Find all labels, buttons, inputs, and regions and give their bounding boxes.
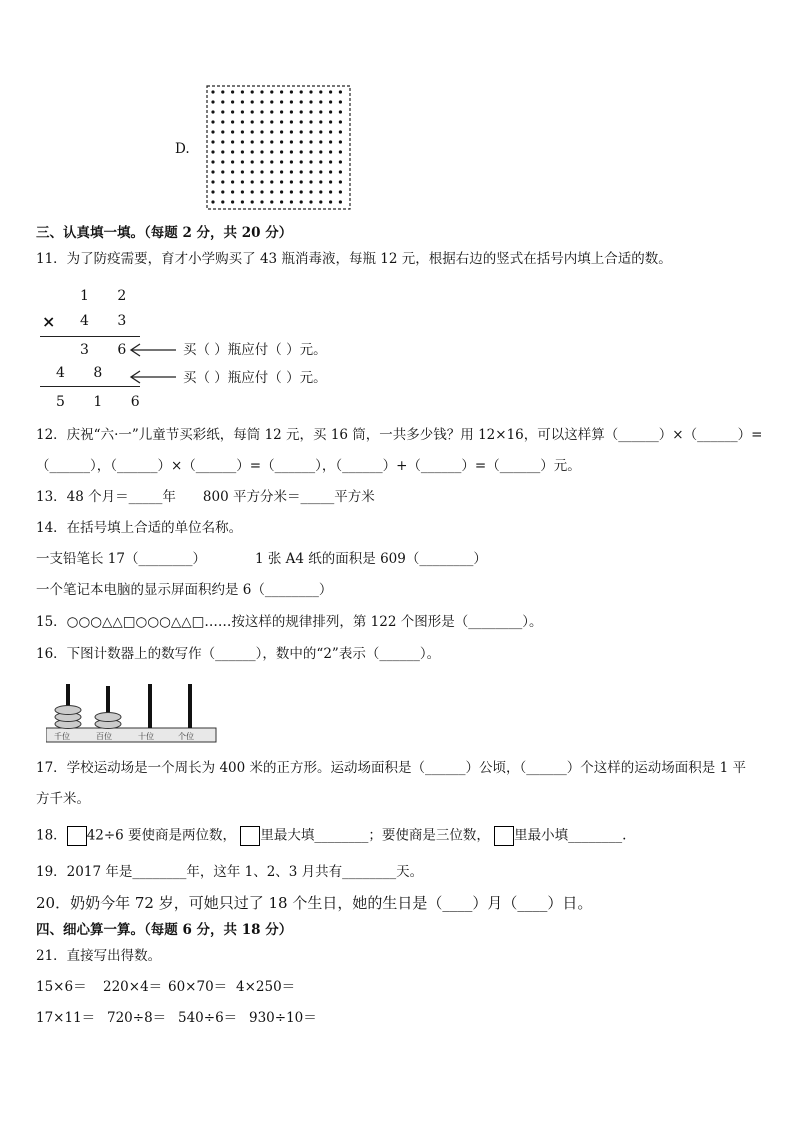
question-18-number: 18． [36,827,67,844]
grid-dot [329,190,332,193]
grid-dot [231,180,234,183]
grid-dot [280,200,283,203]
grid-dot [211,120,214,123]
grid-dot [319,190,322,193]
grid-dot [251,180,254,183]
grid-dot [211,130,214,133]
calc-row-5: 5 1 6 [56,394,152,410]
grid-dot [329,110,332,113]
grid-dot [309,140,312,143]
grid-dot [211,190,214,193]
grid-dot [319,150,322,153]
grid-dot [329,120,332,123]
grid-dot [211,90,214,93]
grid-dot [231,110,234,113]
grid-dot [309,200,312,203]
grid-dot [319,180,322,183]
q21-row-2-a: 17×11＝ [36,1010,96,1026]
grid-dot [319,100,322,103]
grid-dot [309,190,312,193]
grid-dot [211,150,214,153]
grid-dot [251,120,254,123]
abacus-label-tens: 十位 [138,732,154,741]
abacus-label-ones: 个位 [178,732,194,741]
grid-dot [280,110,283,113]
question-16-text: 16．下图计数器上的数写作（______），数中的“2”表示（______）。 [36,646,441,662]
grid-dot [270,120,273,123]
grid-dot [260,110,263,113]
calc-line-2 [40,386,140,387]
grid-dot [339,140,342,143]
blank-square-1 [67,826,87,846]
grid-dot [260,140,263,143]
grid-dot [329,150,332,153]
grid-dot [270,190,273,193]
question-18-part-3: 里最小填________. [514,827,627,844]
question-17-line-1: 17．学校运动场是一个周长为 400 米的正方形。运动场面积是（______）公顷，（______）个这样的运动场面积是 1 平 [36,760,746,776]
grid-dot [231,190,234,193]
grid-dot [339,170,342,173]
question-14-c: 一个笔记本电脑的显示屏面积约是 6（________） [36,582,333,598]
calc-row-4: 4 8 [56,365,115,381]
question-18-part-2: 里最大填________；要使商是三位数， [260,827,490,844]
grid-dot [241,170,244,173]
grid-dot [329,130,332,133]
grid-dot [290,160,293,163]
grid-dot [309,160,312,163]
abacus-label-thousands: 千位 [54,732,70,741]
grid-dot [329,160,332,163]
grid-dot [309,120,312,123]
grid-dot [251,170,254,173]
grid-dot [300,100,303,103]
grid-dot [319,140,322,143]
q21-row-1-c: 60×70＝ [168,979,228,995]
grid-dot [241,140,244,143]
grid-dot [300,90,303,93]
grid-dot [300,190,303,193]
grid-dot [290,130,293,133]
q21-row-1-d: 4×250＝ [236,979,296,995]
q21-row-1-a: 15×6＝ [36,979,87,995]
question-15-text: 15．○○○△△□○○○△△□……按这样的规律排列，第 122 个图形是（________）。 [36,614,543,630]
grid-dot [339,160,342,163]
grid-dot [280,130,283,133]
grid-dot [290,110,293,113]
grid-dot [309,130,312,133]
grid-dot [319,160,322,163]
grid-dot [221,140,224,143]
grid-dot [241,180,244,183]
blank-square-3 [494,826,514,846]
grid-dot [231,90,234,93]
grid-dot [270,200,273,203]
dot-grid-figure [206,85,351,210]
grid-dot [221,100,224,103]
grid-dot [260,190,263,193]
question-13-text: 13．48 个月＝_____年 800 平方分米＝_____平方米 [36,489,375,505]
grid-dot [270,100,273,103]
grid-dot [251,140,254,143]
grid-dot [241,90,244,93]
grid-dot [290,180,293,183]
grid-dot [221,90,224,93]
grid-dot [290,90,293,93]
grid-dot [339,130,342,133]
grid-dot [251,110,254,113]
calc-row-2: 4 3 [80,313,139,329]
blank-square-2 [240,826,260,846]
grid-dot [251,200,254,203]
grid-dot [231,200,234,203]
grid-dot [339,190,342,193]
grid-dot [211,170,214,173]
note-1: 买（ ）瓶应付（ ）元。 [183,342,327,358]
grid-dot [280,90,283,93]
grid-dot [251,160,254,163]
grid-dot [339,90,342,93]
question-12-line-1: 12．庆祝“六·一”儿童节买彩纸，每筒 12 元，买 16 筒，一共多少钱？用 12×16，可以这样算（______）×（______）= [36,427,763,443]
calc-row-3: 3 6 [80,342,139,358]
grid-dot [300,170,303,173]
grid-dot [241,120,244,123]
grid-dot [290,170,293,173]
section-three-heading: 三、认真填一填。（每题 2 分，共 20 分） [36,225,293,241]
section-four-heading: 四、细心算一算。（每题 6 分，共 18 分） [36,922,293,938]
grid-dot [221,150,224,153]
grid-dot [231,170,234,173]
grid-dot [309,90,312,93]
grid-dot [221,170,224,173]
grid-dot [221,130,224,133]
grid-dot [231,100,234,103]
grid-dot [319,110,322,113]
question-18-part-1: 42÷6 要使商是两位数， [86,827,237,844]
grid-dot [300,120,303,123]
grid-dot [339,110,342,113]
grid-dot [300,150,303,153]
grid-dot [231,120,234,123]
grid-dot [300,130,303,133]
grid-dot [221,120,224,123]
grid-dot [329,100,332,103]
grid-dot [251,100,254,103]
grid-dot [280,160,283,163]
grid-dot [221,160,224,163]
grid-dot [241,100,244,103]
grid-dot [339,150,342,153]
grid-dot [251,90,254,93]
grid-dot [290,100,293,103]
option-d-label: D. [175,141,190,157]
grid-dot [221,200,224,203]
grid-dot [260,120,263,123]
grid-dot [339,100,342,103]
grid-dot [300,110,303,113]
grid-dot [339,200,342,203]
grid-dot [300,180,303,183]
grid-dot [309,150,312,153]
grid-dot [329,180,332,183]
grid-dot [231,160,234,163]
grid-dot [260,150,263,153]
question-12-line-2: （______），（______）×（______）=（______），（______）+（______）=（______）元。 [36,458,581,474]
grid-dot [260,130,263,133]
grid-dot [280,120,283,123]
q21-row-1-b: 220×4＝ [103,979,163,995]
grid-dot [270,130,273,133]
grid-dot [211,100,214,103]
grid-dot [241,150,244,153]
grid-dot [260,200,263,203]
grid-dot [270,170,273,173]
grid-dot [270,140,273,143]
grid-dot [231,150,234,153]
grid-dot [329,200,332,203]
grid-dot [221,180,224,183]
grid-dot [241,130,244,133]
question-19-text: 19．2017 年是________年，这年 1、2、3 月共有________天。 [36,864,424,880]
q21-row-2-b: 720÷8＝ [107,1010,167,1026]
grid-dot [270,180,273,183]
grid-dot [241,190,244,193]
grid-dot [290,120,293,123]
abacus-label-hundreds: 百位 [96,732,112,741]
grid-dot [211,140,214,143]
grid-dot [221,190,224,193]
grid-dot [251,150,254,153]
grid-dot [260,90,263,93]
grid-dot [319,90,322,93]
grid-dot [319,130,322,133]
grid-dot [309,100,312,103]
grid-dot [231,130,234,133]
grid-dot [260,100,263,103]
question-21-text: 21．直接写出得数。 [36,948,162,964]
question-18 [36,826,626,846]
grid-dot [290,200,293,203]
grid-dot [270,90,273,93]
grid-dot [319,170,322,173]
grid-dot [270,150,273,153]
grid-dot [231,140,234,143]
question-17-line-2: 方千米。 [36,791,90,807]
grid-dot [290,140,293,143]
grid-dot [211,180,214,183]
times-sign: × [42,312,56,331]
grid-dot [319,120,322,123]
calc-row-1: 1 2 [80,288,139,304]
grid-dot [280,170,283,173]
grid-dot [241,110,244,113]
grid-dot [270,160,273,163]
q21-row-2-c: 540÷6＝ [178,1010,238,1026]
grid-dot [309,180,312,183]
q21-row-2-d: 930÷10＝ [249,1010,317,1026]
grid-dot [280,150,283,153]
grid-dot [339,180,342,183]
grid-dot [260,170,263,173]
note-2: 买（ ）瓶应付（ ）元。 [183,370,327,386]
grid-dot [251,130,254,133]
grid-dot [329,170,332,173]
grid-dot [329,140,332,143]
grid-dot [300,140,303,143]
arrow-icons [126,340,178,386]
grid-dot [300,160,303,163]
grid-dot [270,110,273,113]
grid-dot [290,190,293,193]
grid-dot [280,180,283,183]
grid-dot [260,180,263,183]
grid-dot [280,190,283,193]
grid-dot [290,150,293,153]
grid-dot [211,200,214,203]
grid-dot [280,140,283,143]
grid-dot [300,200,303,203]
calc-line-1 [40,336,140,337]
grid-dot [339,120,342,123]
grid-dot [319,200,322,203]
question-14-text: 14．在括号填上合适的单位名称。 [36,520,243,536]
grid-dot [329,90,332,93]
grid-dot [260,160,263,163]
grid-dot [241,200,244,203]
question-11-text: 11．为了防疫需要，育才小学购买了 43 瓶消毒液，每瓶 12 元，根据右边的竖式在括号内填上合适的数。 [36,251,672,267]
grid-dot [309,170,312,173]
grid-dot [241,160,244,163]
grid-dot [309,110,312,113]
abacus-figure [46,682,218,744]
question-14-b: 1 张 A4 纸的面积是 609（________） [255,551,487,567]
grid-dot [280,100,283,103]
question-14-a: 一支铅笔长 17（________） [36,551,206,567]
grid-dot [211,110,214,113]
grid-dot [221,110,224,113]
grid-dot [211,160,214,163]
question-20-text: 20．奶奶今年 72 岁，可她只过了 18 个生日，她的生日是（____）月（____）日。 [36,894,593,912]
grid-dot [251,190,254,193]
